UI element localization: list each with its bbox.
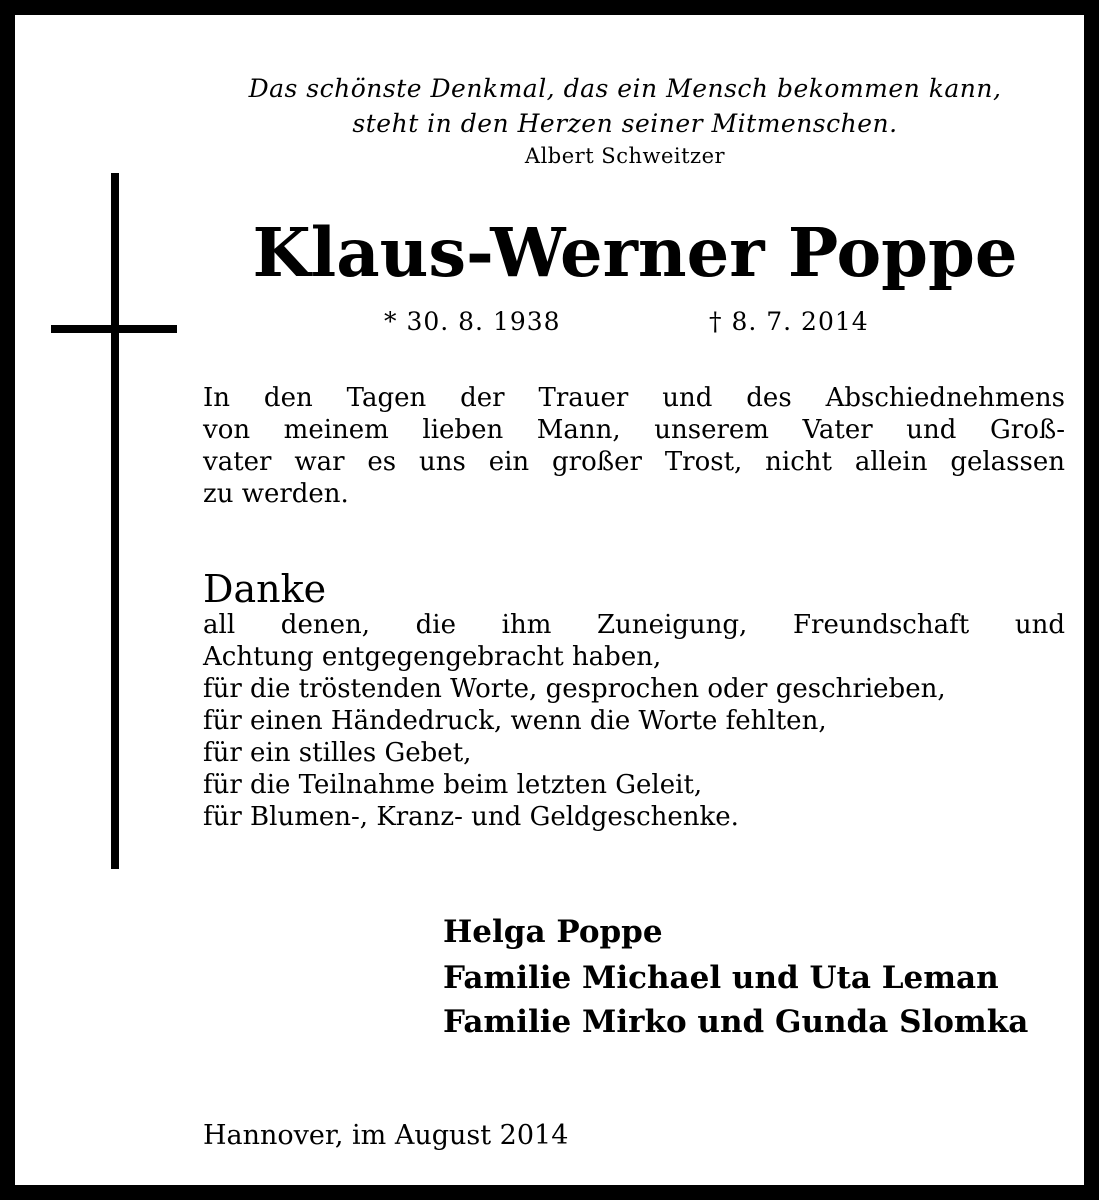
signatory-leman: Familie Michael und Uta Leman — [443, 960, 999, 996]
signatory-slomka: Familie Mirko und Gunda Slomka — [443, 1004, 1029, 1040]
intro-line: In den Tagen der Trauer und des Abschiednehmens — [203, 383, 1065, 413]
deceased-name: Klaus-Werner Poppe — [252, 213, 1018, 292]
quote-line-1: Das schönste Denkmal, das ein Mensch bekommen kann, — [248, 74, 1002, 103]
thanks-line: für die Teilnahme beim letzten Geleit, — [203, 770, 703, 800]
intro-paragraph — [203, 382, 1065, 510]
quote-line-2: steht in den Herzen seiner Mitmenschen. — [352, 109, 898, 138]
intro-line: von meinem lieben Mann, unserem Vater und Groß- — [203, 415, 1065, 445]
cross-icon — [111, 173, 119, 869]
place-date: Hannover, im August 2014 — [203, 1120, 569, 1151]
thanks-heading: Danke — [203, 567, 327, 611]
signatory-helga: Helga Poppe — [443, 914, 663, 950]
thanks-line: für einen Händedruck, wenn die Worte fehlten, — [203, 706, 827, 736]
quote-author: Albert Schweitzer — [524, 144, 726, 168]
thanks-line: all denen, die ihm Zuneigung, Freundschaft und — [203, 610, 1065, 640]
thanks-line: für Blumen-, Kranz- und Geldgeschenke. — [203, 802, 739, 832]
thanks-line: Achtung entgegengebracht haben, — [203, 642, 662, 672]
cross-icon-bar — [51, 325, 177, 333]
thanks-paragraph — [203, 609, 1065, 833]
intro-line: vater war es uns ein großer Trost, nicht allein gelassen — [203, 447, 1065, 477]
death-date: † 8. 7. 2014 — [709, 307, 869, 336]
intro-line: zu werden. — [203, 479, 349, 509]
thanks-line: für die tröstenden Worte, gesprochen oder geschrieben, — [203, 674, 946, 704]
thanks-line: für ein stilles Gebet, — [203, 738, 472, 768]
birth-date: * 30. 8. 1938 — [384, 307, 561, 336]
